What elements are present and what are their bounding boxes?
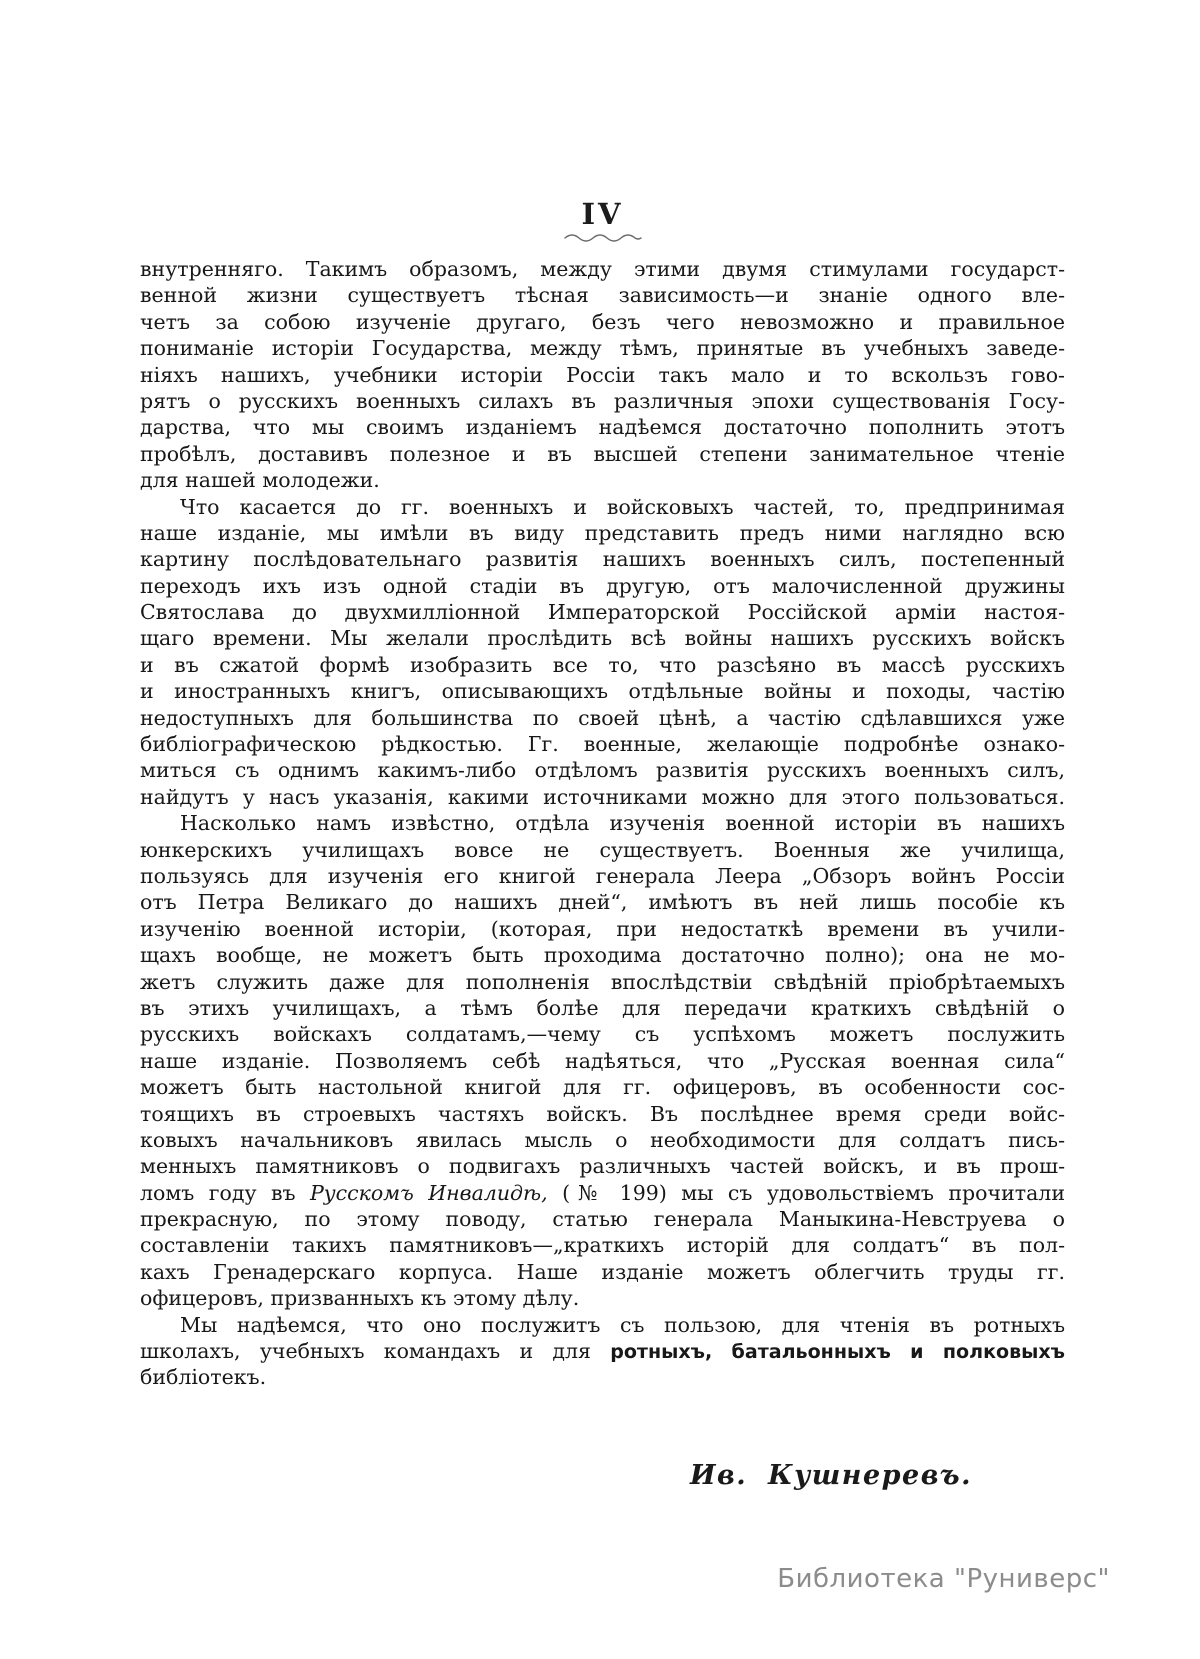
text-segment: ломъ году въ (140, 1180, 310, 1205)
text-line: офицеровъ, призванныхъ къ этому дѣлу. (140, 1286, 580, 1311)
text-line: жетъ служить даже для пополненія впослѣдствіи свѣдѣній пріобрѣтаемыхъ (140, 969, 1065, 994)
text-line: отъ Петра Великаго до нашихъ дней“, имѣютъ въ ней лишь пособіе къ (140, 890, 1065, 915)
text-line: и въ сжатой формѣ изобразить все то, что разсѣяно въ массѣ русскихъ (140, 652, 1065, 677)
text-line: менныхъ памятниковъ о подвигахъ различныхъ частей войскъ, и въ прош- (140, 1154, 1065, 1179)
text-line: пониманіе исторіи Государства, между тѣмъ, принятые въ учебныхъ заведе- (140, 336, 1065, 361)
text-line: щаго времени. Мы желали прослѣдить всѣ войны нашихъ русскихъ войскъ (140, 626, 1065, 651)
bold-text-segment: ротныхъ, батальонныхъ и полковыхъ (610, 1341, 1065, 1364)
page-header (140, 198, 1065, 244)
text-line: прекрасную, по этому поводу, статью генерала Маныкина-Невструева о (140, 1207, 1065, 1232)
text-line: внутренняго. Такимъ образомъ, между этими двумя стимулами государст- (140, 257, 1065, 281)
text-line: Святослава до двухмилліонной Императорской Россійской арміи настоя- (140, 600, 1065, 625)
text-line: венной жизни существуетъ тѣсная зависимость—и знаніе одного вле- (140, 283, 1065, 308)
text-line: составленіи такихъ памятниковъ—„краткихъ исторій для солдатъ“ въ пол- (140, 1233, 1065, 1258)
text-line (140, 1338, 1065, 1364)
text-line: можетъ быть настольной книгой для гг. офицеровъ, въ особенности сос- (140, 1075, 1065, 1100)
text-line: наше изданіе, мы имѣли въ виду представить предъ ними наглядно всю (140, 520, 1065, 545)
text-line: четъ за собою изученіе другаго, безъ чего невозможно и правильное (140, 309, 1065, 334)
text-line: переходъ ихъ изъ одной стадіи въ другую, отъ малочисленной дружины (140, 573, 1065, 598)
text-line: русскихъ войскахъ солдатамъ,—чему съ успѣхомъ можетъ послужить (140, 1022, 1065, 1047)
text-line: библіотекъ. (140, 1365, 267, 1390)
watermark: Библиотека "Руниверс" (777, 1564, 1110, 1594)
text-line: изученію военной исторіи, (которая, при недостаткѣ времени въ учили- (140, 916, 1065, 941)
text-line: дарства, что мы своимъ изданіемъ надѣемся достаточно пополнить этотъ (140, 415, 1065, 440)
text-line: Насколько намъ извѣстно, отдѣла изученія военной исторіи въ нашихъ (180, 811, 1065, 836)
italic-text-segment: Русскомъ Инвалидѣ, (309, 1180, 548, 1205)
text-line: миться съ однимъ какимъ-либо отдѣломъ развитія русскихъ военныхъ силъ, (140, 758, 1065, 783)
text-line: пробѣлъ, доставивъ полезное и въ высшей степени занимательное чтеніе (140, 441, 1065, 466)
wavy-underline-icon (562, 232, 644, 244)
text-line: и иностранныхъ книгъ, описывающихъ отдѣльные войны и походы, частію (140, 679, 1065, 704)
text-segment: (№ 199) мы съ удовольствіемъ прочитали (547, 1180, 1065, 1205)
paragraph (140, 494, 1065, 811)
text-line: недоступныхъ для большинства по своей цѣнѣ, а частію сдѣлавшихся уже (140, 705, 1065, 730)
text-line: кахъ Гренадерскаго корпуса. Наше изданіе можетъ облегчить труды гг. (140, 1259, 1065, 1284)
text-line: ніяхъ нашихъ, учебники исторіи Россіи такъ мало и то вскользъ гово- (140, 362, 1065, 387)
paragraph (140, 810, 1065, 1311)
text-line: Мы надѣемся, что оно послужитъ съ пользою, для чтенія въ ротныхъ (180, 1312, 1065, 1337)
paragraph (140, 256, 1065, 494)
text-line: наше изданіе. Позволяемъ себѣ надѣяться, что „Русская военная сила“ (140, 1048, 1065, 1073)
paragraph (140, 1312, 1065, 1391)
text-line: тоящихъ въ строевыхъ частяхъ войскъ. Въ послѣднее время среди войс- (140, 1101, 1065, 1126)
text-line: въ этихъ училищахъ, а тѣмъ болѣе для передачи краткихъ свѣдѣній о (140, 995, 1065, 1020)
text-line: для нашей молодежи. (140, 468, 380, 493)
text-line: пользуясь для изученія его книгой генерала Леера „Обзоръ войнъ Россіи (140, 863, 1065, 888)
text-segment: школахъ, учебныхъ командахъ и для (140, 1339, 611, 1364)
text-line: библіографическою рѣдкостью. Гг. военные, желающіе подробнѣе ознако- (140, 732, 1065, 757)
text-line (140, 1180, 1065, 1206)
page-number: IV (581, 197, 624, 231)
text-line: найдутъ у насъ указанія, какими источниками можно для этого пользоваться. (140, 784, 1065, 809)
text-block (140, 256, 1065, 1391)
text-line: юнкерскихъ училищахъ вовсе не существуетъ. Военныя же училища, (140, 837, 1065, 862)
text-line: щахъ вообще, не можетъ быть проходима достаточно полно); она не мо- (140, 943, 1065, 968)
signature: Ив. Кушнеревъ. (689, 1460, 972, 1491)
text-line: рятъ о русскихъ военныхъ силахъ въ различныя эпохи существованія Госу- (140, 388, 1065, 413)
text-line: Что касается до гг. военныхъ и войсковыхъ частей, то, предпринимая (180, 494, 1065, 519)
text-line: ковыхъ начальниковъ явилась мысль о необходимости для солдатъ пись- (140, 1127, 1065, 1152)
text-line: картину послѣдовательнаго развитія нашихъ военныхъ силъ, постепенный (140, 547, 1065, 572)
